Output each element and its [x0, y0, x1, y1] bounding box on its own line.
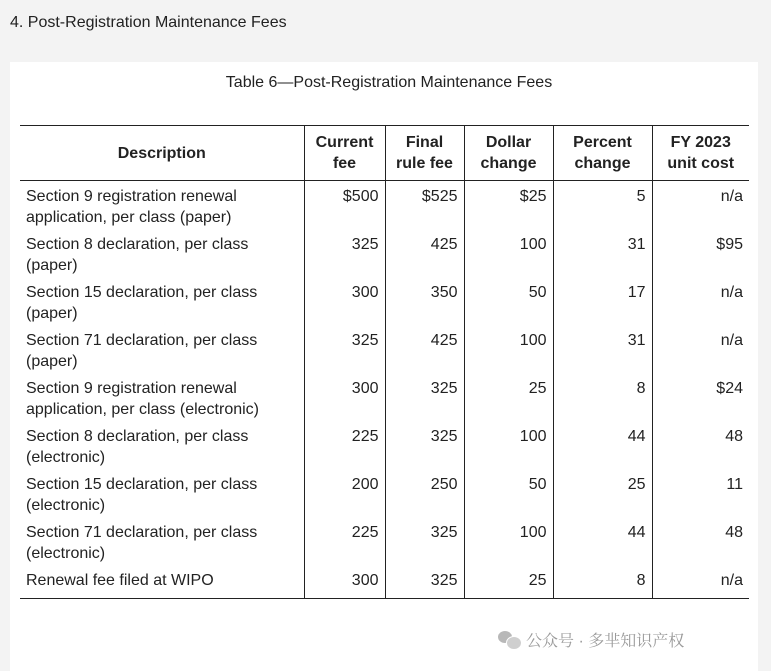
- table-row: [20, 373, 749, 421]
- table-row: [20, 469, 749, 517]
- header-fy2023-unit-cost: FY 2023 unit cost: [652, 126, 749, 181]
- cell-current-fee: 300: [304, 277, 385, 325]
- cell-unit-cost: 11: [652, 469, 749, 517]
- cell-description: Renewal fee filed at WIPO: [20, 565, 304, 599]
- cell-percent-change: 17: [553, 277, 652, 325]
- cell-current-fee: 225: [304, 517, 385, 565]
- table-card: [10, 62, 758, 671]
- cell-final-rule-fee: 325: [385, 373, 464, 421]
- cell-dollar-change: $25: [464, 181, 553, 229]
- cell-final-rule-fee: 425: [385, 229, 464, 277]
- cell-description: Section 8 declaration, per class (electronic): [26, 427, 249, 466]
- cell-unit-cost: n/a: [652, 565, 749, 599]
- cell-percent-change: 31: [553, 325, 652, 373]
- cell-current-fee: 325: [304, 229, 385, 277]
- cell-unit-cost: $95: [652, 229, 749, 277]
- watermark: [498, 628, 684, 651]
- cell-description: Section 71 declaration, per class (paper): [26, 331, 258, 370]
- cell-description: Section 8 declaration, per class (paper): [26, 235, 249, 274]
- wechat-icon: [498, 631, 520, 649]
- cell-unit-cost: 48: [652, 421, 749, 469]
- table-row: [20, 181, 749, 229]
- cell-dollar-change: 100: [464, 325, 553, 373]
- cell-percent-change: 8: [553, 565, 652, 599]
- cell-current-fee: 300: [304, 373, 385, 421]
- cell-final-rule-fee: 425: [385, 325, 464, 373]
- header-description: Description: [20, 126, 304, 181]
- cell-current-fee: 225: [304, 421, 385, 469]
- cell-percent-change: 8: [553, 373, 652, 421]
- table-row: [20, 325, 749, 373]
- cell-percent-change: 31: [553, 229, 652, 277]
- cell-percent-change: 44: [553, 421, 652, 469]
- watermark-text: 公众号 · 多芈知识产权: [526, 633, 685, 650]
- cell-current-fee: 200: [304, 469, 385, 517]
- cell-unit-cost: 48: [652, 517, 749, 565]
- header-final-rule-fee: Final rule fee: [385, 126, 464, 181]
- cell-final-rule-fee: 250: [385, 469, 464, 517]
- cell-dollar-change: 100: [464, 421, 553, 469]
- cell-current-fee: 325: [304, 325, 385, 373]
- cell-percent-change: 25: [553, 469, 652, 517]
- cell-percent-change: 44: [553, 517, 652, 565]
- cell-description: Section 15 declaration, per class (electronic): [26, 475, 258, 514]
- table-header-row: [20, 126, 749, 181]
- cell-unit-cost: n/a: [652, 325, 749, 373]
- cell-unit-cost: n/a: [652, 181, 749, 229]
- table-row: [20, 229, 749, 277]
- cell-final-rule-fee: $525: [385, 181, 464, 229]
- cell-current-fee: $500: [304, 181, 385, 229]
- table-row: [20, 565, 749, 599]
- cell-final-rule-fee: 350: [385, 277, 464, 325]
- table-row: [20, 277, 749, 325]
- section-heading: 4. Post-Registration Maintenance Fees: [10, 14, 287, 31]
- cell-percent-change: 5: [553, 181, 652, 229]
- table-caption: Table 6—Post-Registration Maintenance Fees: [225, 74, 553, 91]
- cell-dollar-change: 100: [464, 229, 553, 277]
- cell-description: Section 15 declaration, per class (paper): [26, 283, 258, 322]
- cell-unit-cost: $24: [652, 373, 749, 421]
- cell-description: Section 71 declaration, per class (electronic): [26, 523, 258, 562]
- cell-final-rule-fee: 325: [385, 565, 464, 599]
- cell-dollar-change: 100: [464, 517, 553, 565]
- header-dollar-change: Dollar change: [464, 126, 553, 181]
- cell-dollar-change: 25: [464, 373, 553, 421]
- cell-current-fee: 300: [304, 565, 385, 599]
- cell-description: Section 9 registration renewal application, per class (paper): [26, 188, 237, 226]
- header-current-fee: Current fee: [304, 126, 385, 181]
- cell-unit-cost: n/a: [652, 277, 749, 325]
- table-row: [20, 517, 749, 565]
- cell-dollar-change: 50: [464, 277, 553, 325]
- cell-final-rule-fee: 325: [385, 517, 464, 565]
- fees-table: [20, 125, 749, 599]
- header-percent-change: Percent change: [553, 126, 652, 181]
- table-row: [20, 421, 749, 469]
- cell-final-rule-fee: 325: [385, 421, 464, 469]
- cell-dollar-change: 50: [464, 469, 553, 517]
- cell-dollar-change: 25: [464, 565, 553, 599]
- cell-description: Section 9 registration renewal application, per class (electronic): [26, 379, 259, 418]
